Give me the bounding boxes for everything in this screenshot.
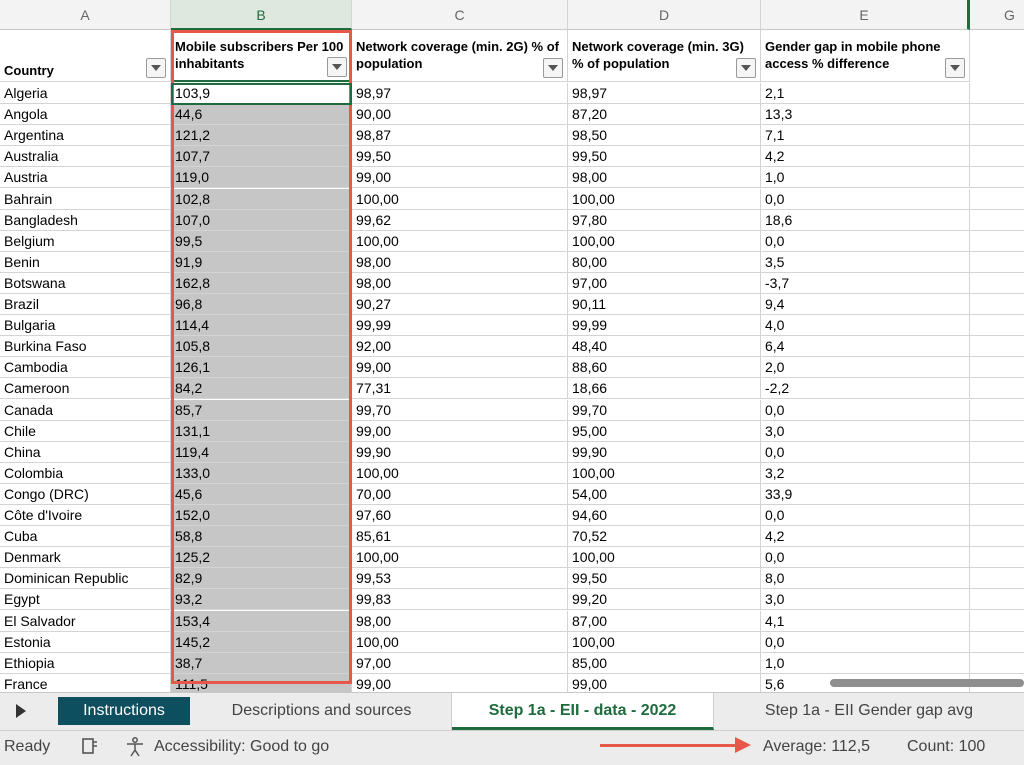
table-row bbox=[0, 315, 1024, 336]
cell-mobile-subscribers[interactable]: 107,7 bbox=[171, 146, 352, 167]
status-accessibility[interactable]: Accessibility: Good to go bbox=[154, 738, 330, 755]
cell-empty-g[interactable] bbox=[970, 294, 1024, 315]
cell-network-3g[interactable]: 98,97 bbox=[568, 83, 761, 104]
cell-gender-gap[interactable]: 33,9 bbox=[761, 484, 970, 505]
cell-country[interactable]: France bbox=[0, 674, 171, 692]
cell-mobile-subscribers[interactable]: 91,9 bbox=[171, 252, 352, 273]
cell-empty-g[interactable] bbox=[970, 484, 1024, 505]
cell-country[interactable]: Dominican Republic bbox=[0, 568, 171, 589]
cell-empty-g[interactable] bbox=[970, 167, 1024, 188]
cell-mobile-subscribers[interactable]: 119,0 bbox=[171, 167, 352, 188]
cell-network-3g[interactable]: 99,00 bbox=[568, 674, 761, 692]
cell-mobile-subscribers[interactable]: 103,9 bbox=[171, 83, 352, 104]
cell-gender-gap[interactable]: 2,1 bbox=[761, 83, 970, 104]
cell-network-2g[interactable]: 90,27 bbox=[352, 294, 568, 315]
cell-network-2g[interactable]: 97,00 bbox=[352, 653, 568, 674]
cell-country[interactable]: Bangladesh bbox=[0, 210, 171, 231]
table-row bbox=[0, 294, 1024, 315]
cell-country[interactable]: Denmark bbox=[0, 547, 171, 568]
table-row bbox=[0, 357, 1024, 378]
cell-network-3g[interactable]: 48,40 bbox=[568, 336, 761, 357]
cell-network-3g[interactable]: 87,00 bbox=[568, 611, 761, 632]
cell-empty-g[interactable] bbox=[970, 568, 1024, 589]
filter-dropdown-network-3g[interactable] bbox=[736, 58, 756, 78]
table-row bbox=[0, 210, 1024, 231]
table-row bbox=[0, 653, 1024, 674]
cell-country[interactable]: Colombia bbox=[0, 463, 171, 484]
cell-gender-gap[interactable]: 0,0 bbox=[761, 442, 970, 463]
cell-empty-g[interactable] bbox=[970, 547, 1024, 568]
cell-gender-gap[interactable]: 6,4 bbox=[761, 336, 970, 357]
cell-country[interactable]: Congo (DRC) bbox=[0, 484, 171, 505]
cell-gender-gap[interactable]: 4,2 bbox=[761, 526, 970, 547]
cell-country[interactable]: China bbox=[0, 442, 171, 463]
cell-gender-gap[interactable]: 0,0 bbox=[761, 505, 970, 526]
cell-empty-g[interactable] bbox=[970, 252, 1024, 273]
table-row bbox=[0, 252, 1024, 273]
column-header-b[interactable]: B bbox=[171, 0, 352, 30]
table-row bbox=[0, 83, 1024, 104]
cell-empty-g[interactable] bbox=[970, 273, 1024, 294]
cell-network-2g[interactable]: 100,00 bbox=[352, 463, 568, 484]
cell-network-2g[interactable]: 85,61 bbox=[352, 526, 568, 547]
cell-mobile-subscribers[interactable]: 126,1 bbox=[171, 357, 352, 378]
table-row bbox=[0, 484, 1024, 505]
filter-dropdown-mobile-subscribers[interactable] bbox=[327, 57, 347, 77]
cell-network-2g[interactable]: 100,00 bbox=[352, 189, 568, 210]
annotation-arrow-head-icon bbox=[735, 737, 751, 753]
cell-country[interactable]: Benin bbox=[0, 252, 171, 273]
cell-empty-g[interactable] bbox=[970, 632, 1024, 653]
cell-empty-g[interactable] bbox=[970, 125, 1024, 146]
cell-network-2g[interactable]: 98,00 bbox=[352, 611, 568, 632]
cell-gender-gap[interactable]: 3,0 bbox=[761, 421, 970, 442]
cell-empty-g[interactable] bbox=[970, 505, 1024, 526]
cell-network-2g[interactable]: 90,00 bbox=[352, 104, 568, 125]
table-row bbox=[0, 505, 1024, 526]
cell-network-3g[interactable]: 100,00 bbox=[568, 189, 761, 210]
cell-mobile-subscribers[interactable]: 119,4 bbox=[171, 442, 352, 463]
cell-network-2g[interactable]: 99,83 bbox=[352, 589, 568, 610]
cell-mobile-subscribers[interactable]: 58,8 bbox=[171, 526, 352, 547]
table-row bbox=[0, 189, 1024, 210]
cell-empty-g[interactable] bbox=[970, 589, 1024, 610]
cell-country[interactable]: Burkina Faso bbox=[0, 336, 171, 357]
cell-network-2g[interactable]: 92,00 bbox=[352, 336, 568, 357]
table-row bbox=[0, 167, 1024, 188]
cell-empty-g[interactable] bbox=[970, 146, 1024, 167]
cell-mobile-subscribers[interactable]: 93,2 bbox=[171, 589, 352, 610]
cell-country[interactable]: Canada bbox=[0, 400, 171, 421]
cell-country[interactable]: Cuba bbox=[0, 526, 171, 547]
cell-gender-gap[interactable]: 1,0 bbox=[761, 167, 970, 188]
cell-network-2g[interactable]: 98,97 bbox=[352, 83, 568, 104]
cell-empty-g[interactable] bbox=[970, 421, 1024, 442]
cell-mobile-subscribers[interactable]: 105,8 bbox=[171, 336, 352, 357]
sheet-tab-bar bbox=[0, 692, 1024, 731]
table-row bbox=[0, 378, 1024, 399]
cell-gender-gap[interactable]: 1,0 bbox=[761, 653, 970, 674]
tab-instructions[interactable]: Instructions bbox=[58, 697, 190, 725]
table-row bbox=[0, 336, 1024, 357]
table-row bbox=[0, 442, 1024, 463]
cell-mobile-subscribers[interactable]: 153,4 bbox=[171, 611, 352, 632]
table-row bbox=[0, 547, 1024, 568]
filter-dropdown-country[interactable] bbox=[146, 58, 166, 78]
cell-network-3g[interactable]: 97,80 bbox=[568, 210, 761, 231]
cell-gender-gap[interactable]: 4,1 bbox=[761, 611, 970, 632]
cell-empty-g[interactable] bbox=[970, 611, 1024, 632]
cell-empty-g[interactable] bbox=[970, 463, 1024, 484]
cell-gender-gap[interactable]: 3,2 bbox=[761, 463, 970, 484]
table-row bbox=[0, 611, 1024, 632]
table-row bbox=[0, 400, 1024, 421]
cell-network-2g[interactable]: 99,00 bbox=[352, 674, 568, 692]
cell-network-3g[interactable]: 98,00 bbox=[568, 167, 761, 188]
cell-mobile-subscribers[interactable]: 102,8 bbox=[171, 189, 352, 210]
column-header-d[interactable]: D bbox=[568, 0, 761, 30]
cell-network-2g[interactable]: 70,00 bbox=[352, 484, 568, 505]
cell-network-2g[interactable]: 99,50 bbox=[352, 146, 568, 167]
cell-country[interactable]: Côte d'Ivoire bbox=[0, 505, 171, 526]
table-row bbox=[0, 104, 1024, 125]
header-network-3g-label: Network coverage (min. 3G) % of population bbox=[572, 39, 744, 71]
tab-descriptions-and-sources[interactable]: Descriptions and sources bbox=[192, 693, 452, 730]
header-cell-network-3g[interactable] bbox=[568, 30, 761, 82]
cell-gender-gap[interactable]: 0,0 bbox=[761, 189, 970, 210]
cell-gender-gap[interactable]: 0,0 bbox=[761, 547, 970, 568]
scrollbar-thumb[interactable] bbox=[830, 679, 1024, 687]
cell-country[interactable]: Brazil bbox=[0, 294, 171, 315]
status-average[interactable]: Average: 112,5 bbox=[763, 738, 871, 755]
cell-empty-g[interactable] bbox=[970, 83, 1024, 104]
cell-gender-gap[interactable]: 3,5 bbox=[761, 252, 970, 273]
cell-network-2g[interactable]: 98,00 bbox=[352, 252, 568, 273]
tab-step-1a-eii-data-2022[interactable]: Step 1a - EII - data - 2022 bbox=[452, 693, 714, 730]
cell-gender-gap[interactable]: 4,0 bbox=[761, 315, 970, 336]
cell-mobile-subscribers[interactable]: 107,0 bbox=[171, 210, 352, 231]
cell-network-2g[interactable]: 99,00 bbox=[352, 167, 568, 188]
cell-empty-g[interactable] bbox=[970, 231, 1024, 252]
cell-mobile-subscribers[interactable]: 145,2 bbox=[171, 632, 352, 653]
cell-network-3g[interactable]: 87,20 bbox=[568, 104, 761, 125]
cell-gender-gap[interactable]: 0,0 bbox=[761, 400, 970, 421]
cell-gender-gap[interactable]: 3,0 bbox=[761, 589, 970, 610]
cell-gender-gap[interactable]: 0,0 bbox=[761, 231, 970, 252]
cell-empty-g[interactable] bbox=[970, 336, 1024, 357]
cell-mobile-subscribers[interactable]: 99,5 bbox=[171, 231, 352, 252]
cell-mobile-subscribers[interactable]: 38,7 bbox=[171, 653, 352, 674]
status-count[interactable]: Count: 100 bbox=[907, 738, 986, 755]
cell-mobile-subscribers[interactable]: 82,9 bbox=[171, 568, 352, 589]
cell-network-3g[interactable]: 85,00 bbox=[568, 653, 761, 674]
cell-country[interactable]: Cameroon bbox=[0, 378, 171, 399]
cell-network-3g[interactable]: 88,60 bbox=[568, 357, 761, 378]
cell-empty-g[interactable] bbox=[970, 442, 1024, 463]
cell-empty-g[interactable] bbox=[970, 653, 1024, 674]
cell-gender-gap[interactable]: 9,4 bbox=[761, 294, 970, 315]
cell-country[interactable]: Belgium bbox=[0, 231, 171, 252]
cell-mobile-subscribers[interactable]: 133,0 bbox=[171, 463, 352, 484]
cell-country[interactable]: Bulgaria bbox=[0, 315, 171, 336]
cell-network-3g[interactable]: 99,50 bbox=[568, 146, 761, 167]
cell-network-3g[interactable]: 70,52 bbox=[568, 526, 761, 547]
cell-empty-g[interactable] bbox=[970, 315, 1024, 336]
cell-network-3g[interactable]: 99,99 bbox=[568, 315, 761, 336]
cell-network-3g[interactable]: 99,70 bbox=[568, 400, 761, 421]
cell-network-2g[interactable]: 98,87 bbox=[352, 125, 568, 146]
cell-country[interactable]: Australia bbox=[0, 146, 171, 167]
cell-network-3g[interactable]: 97,00 bbox=[568, 273, 761, 294]
cell-network-2g[interactable]: 100,00 bbox=[352, 632, 568, 653]
cell-mobile-subscribers[interactable]: 85,7 bbox=[171, 400, 352, 421]
cell-mobile-subscribers[interactable]: 125,2 bbox=[171, 547, 352, 568]
table-row bbox=[0, 273, 1024, 294]
cell-network-2g[interactable]: 99,00 bbox=[352, 421, 568, 442]
cell-network-3g[interactable]: 54,00 bbox=[568, 484, 761, 505]
column-header-g[interactable]: G bbox=[970, 0, 1024, 30]
cell-gender-gap[interactable]: 7,1 bbox=[761, 125, 970, 146]
table-row bbox=[0, 589, 1024, 610]
cell-network-2g[interactable]: 100,00 bbox=[352, 547, 568, 568]
filter-dropdown-network-2g[interactable] bbox=[543, 58, 563, 78]
cell-mobile-subscribers[interactable]: 162,8 bbox=[171, 273, 352, 294]
table-row bbox=[0, 463, 1024, 484]
cell-network-3g[interactable]: 99,50 bbox=[568, 568, 761, 589]
cell-country[interactable]: Angola bbox=[0, 104, 171, 125]
table-row bbox=[0, 568, 1024, 589]
table-row bbox=[0, 146, 1024, 167]
horizontal-scrollbar[interactable] bbox=[0, 677, 1024, 689]
cell-empty-g[interactable] bbox=[970, 526, 1024, 547]
cell-country[interactable]: El Salvador bbox=[0, 611, 171, 632]
header-cell-country[interactable] bbox=[0, 30, 171, 82]
cell-mobile-subscribers[interactable]: 44,6 bbox=[171, 104, 352, 125]
cell-empty-g[interactable] bbox=[970, 400, 1024, 421]
cell-country[interactable]: Argentina bbox=[0, 125, 171, 146]
header-gender-gap-label: Gender gap in mobile phone access % difference bbox=[765, 39, 941, 71]
cell-country[interactable]: Botswana bbox=[0, 273, 171, 294]
tab-scroll-right-icon[interactable] bbox=[16, 704, 26, 718]
cell-gender-gap[interactable]: 18,6 bbox=[761, 210, 970, 231]
cell-mobile-subscribers[interactable]: 96,8 bbox=[171, 294, 352, 315]
cell-network-2g[interactable]: 99,00 bbox=[352, 357, 568, 378]
header-cell-mobile-subscribers[interactable] bbox=[171, 30, 352, 82]
cell-mobile-subscribers[interactable]: 45,6 bbox=[171, 484, 352, 505]
cell-country[interactable]: Cambodia bbox=[0, 357, 171, 378]
cell-network-3g[interactable]: 99,20 bbox=[568, 589, 761, 610]
cell-network-2g[interactable]: 99,53 bbox=[352, 568, 568, 589]
cell-network-2g[interactable]: 77,31 bbox=[352, 378, 568, 399]
table-row bbox=[0, 125, 1024, 146]
header-cell-network-2g[interactable] bbox=[352, 30, 568, 82]
cell-mobile-subscribers[interactable]: 152,0 bbox=[171, 505, 352, 526]
tab-step-1a-eii-gender-gap-avg[interactable]: Step 1a - EII Gender gap avg bbox=[764, 702, 974, 719]
cell-mobile-subscribers[interactable]: 84,2 bbox=[171, 378, 352, 399]
cell-country[interactable]: Bahrain bbox=[0, 189, 171, 210]
table-row bbox=[0, 526, 1024, 547]
cell-country[interactable]: Ethiopia bbox=[0, 653, 171, 674]
cell-network-2g[interactable]: 97,60 bbox=[352, 505, 568, 526]
cell-gender-gap[interactable]: 13,3 bbox=[761, 104, 970, 125]
status-ready: Ready bbox=[4, 738, 51, 755]
cell-country[interactable]: Egypt bbox=[0, 589, 171, 610]
cell-mobile-subscribers[interactable]: 111,5 bbox=[171, 674, 352, 692]
cell-network-2g[interactable]: 99,99 bbox=[352, 315, 568, 336]
header-mobile-subscribers-label: Mobile subscribers Per 100 inhabitants bbox=[175, 39, 344, 71]
cell-network-3g[interactable]: 100,00 bbox=[568, 632, 761, 653]
table-row bbox=[0, 231, 1024, 252]
cell-country[interactable]: Austria bbox=[0, 167, 171, 188]
header-network-2g-label: Network coverage (min. 2G) % of population bbox=[356, 39, 559, 71]
cell-network-3g[interactable]: 99,90 bbox=[568, 442, 761, 463]
cell-empty-g[interactable] bbox=[970, 104, 1024, 125]
cell-empty-g[interactable] bbox=[970, 189, 1024, 210]
accessibility-icon[interactable] bbox=[124, 736, 146, 763]
cell-network-2g[interactable]: 100,00 bbox=[352, 231, 568, 252]
cell-mobile-subscribers[interactable]: 114,4 bbox=[171, 315, 352, 336]
cell-network-3g[interactable]: 94,60 bbox=[568, 505, 761, 526]
header-cell-gender-gap[interactable] bbox=[761, 30, 970, 82]
cell-mobile-subscribers[interactable]: 131,1 bbox=[171, 421, 352, 442]
cell-country[interactable]: Chile bbox=[0, 421, 171, 442]
cell-gender-gap[interactable]: 2,0 bbox=[761, 357, 970, 378]
cell-gender-gap[interactable]: -3,7 bbox=[761, 273, 970, 294]
cell-empty-g[interactable] bbox=[970, 357, 1024, 378]
cell-network-3g[interactable]: 100,00 bbox=[568, 463, 761, 484]
cell-network-3g[interactable]: 80,00 bbox=[568, 252, 761, 273]
macro-record-icon[interactable] bbox=[80, 736, 100, 761]
column-header-a[interactable]: A bbox=[0, 0, 171, 30]
cell-network-2g[interactable]: 99,62 bbox=[352, 210, 568, 231]
cell-gender-gap[interactable]: 4,2 bbox=[761, 146, 970, 167]
cell-network-3g[interactable]: 95,00 bbox=[568, 421, 761, 442]
table-row bbox=[0, 632, 1024, 653]
filter-dropdown-gender-gap[interactable] bbox=[945, 58, 965, 78]
cell-network-2g[interactable]: 98,00 bbox=[352, 273, 568, 294]
cell-network-2g[interactable]: 99,70 bbox=[352, 400, 568, 421]
table-row bbox=[0, 421, 1024, 442]
cell-network-2g[interactable]: 99,90 bbox=[352, 442, 568, 463]
cell-gender-gap[interactable]: 0,0 bbox=[761, 632, 970, 653]
cell-network-3g[interactable]: 90,11 bbox=[568, 294, 761, 315]
cell-network-3g[interactable]: 100,00 bbox=[568, 547, 761, 568]
status-bar bbox=[0, 730, 1024, 765]
cell-country[interactable]: Algeria bbox=[0, 83, 171, 104]
cell-country[interactable]: Estonia bbox=[0, 632, 171, 653]
column-header-c[interactable]: C bbox=[352, 0, 568, 30]
cell-network-3g[interactable]: 100,00 bbox=[568, 231, 761, 252]
annotation-arrow-line bbox=[600, 744, 740, 747]
cell-empty-g[interactable] bbox=[970, 378, 1024, 399]
cell-empty-g[interactable] bbox=[970, 210, 1024, 231]
cell-network-3g[interactable]: 18,66 bbox=[568, 378, 761, 399]
cell-gender-gap[interactable]: 5,6 bbox=[761, 674, 970, 692]
cell-mobile-subscribers[interactable]: 121,2 bbox=[171, 125, 352, 146]
header-country-label: Country bbox=[4, 63, 54, 78]
column-header-e[interactable]: E bbox=[761, 0, 970, 30]
cell-gender-gap[interactable]: 8,0 bbox=[761, 568, 970, 589]
cell-gender-gap[interactable]: -2,2 bbox=[761, 378, 970, 399]
cell-network-3g[interactable]: 98,50 bbox=[568, 125, 761, 146]
